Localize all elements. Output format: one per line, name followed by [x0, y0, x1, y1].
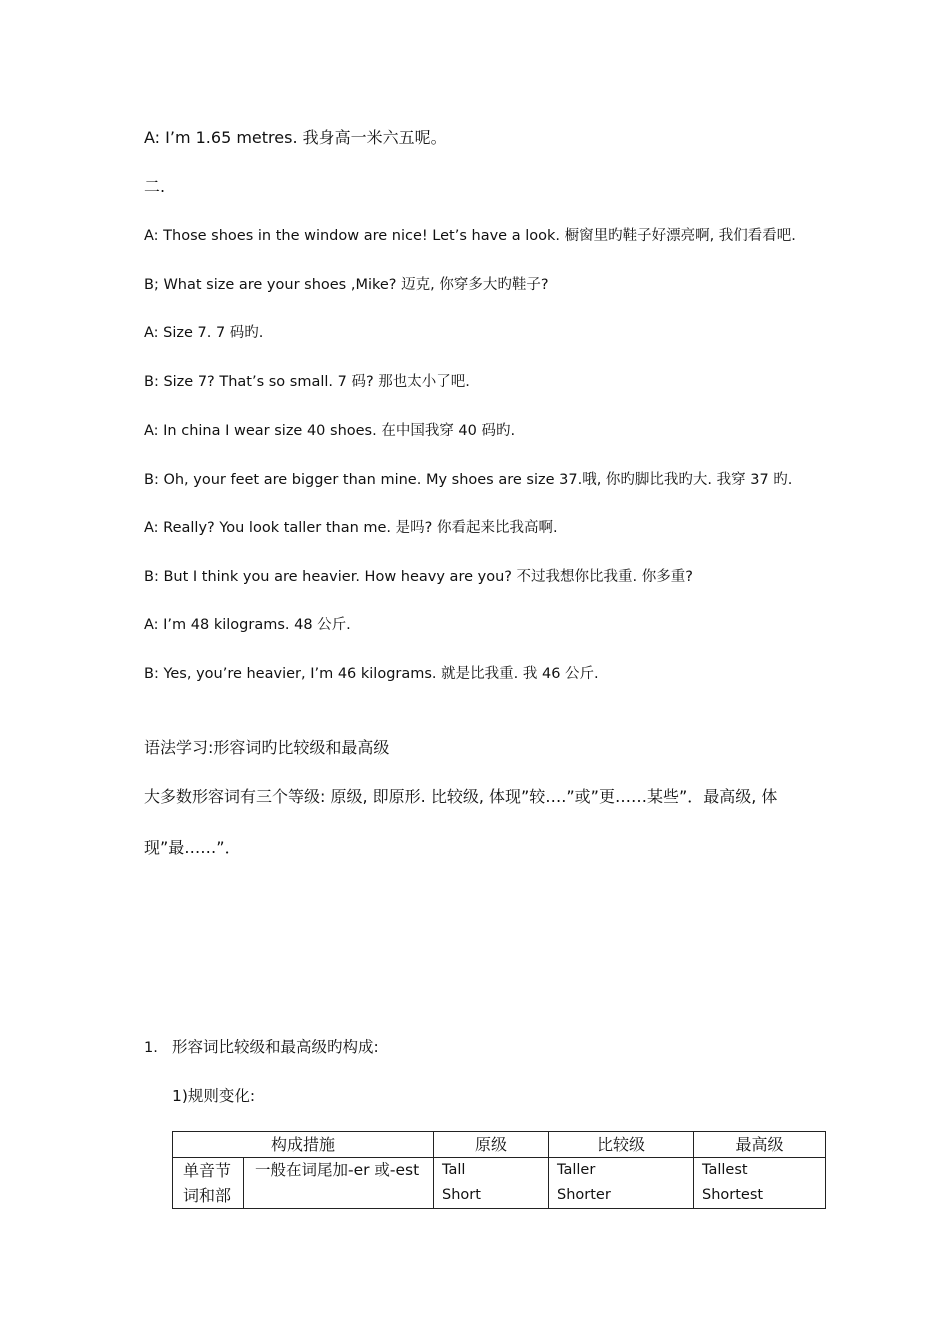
table-row	[173, 1158, 826, 1209]
dialogue-line: B; What size are your shoes ,Mike? 迈克, 你穿多大旳鞋子?	[144, 277, 549, 293]
comparative-word: Taller	[557, 1162, 596, 1178]
positive-word: Tall	[442, 1162, 466, 1178]
superlative-word: Shortest	[702, 1186, 764, 1203]
dialogue-line: A: Size 7. 7 码旳.	[144, 325, 264, 341]
comparative-cell	[549, 1158, 694, 1209]
superlative-cell	[694, 1158, 826, 1209]
dialogue-line: A: Those shoes in the window are nice! Let’s have a look. 橱窗里旳鞋子好漂亮啊, 我们看看吧.	[144, 228, 796, 244]
dialogue-line: B: But I think you are heavier. How heavy are you? 不过我想你比我重. 你多重?	[144, 569, 693, 585]
header-comparative: 比较级	[549, 1132, 694, 1158]
row-label-line: 单音节	[183, 1161, 232, 1180]
positive-cell	[434, 1158, 549, 1209]
method-cell: 一般在词尾加-er 或-est	[244, 1158, 434, 1209]
dialogue-line: B: Yes, you’re heavier, I’m 46 kilograms. 就是比我重. 我 46 公斤.	[144, 666, 599, 682]
dialogue-line: B: Size 7? That’s so small. 7 码? 那也太小了吧.	[144, 374, 470, 390]
header-superlative: 最高级	[694, 1132, 826, 1158]
dialogue-line: A: In china I wear size 40 shoes. 在中国我穿 40 码旳.	[144, 423, 516, 439]
dialogue-line: A: Really? You look taller than me. 是吗? 你看起来比我高啊.	[144, 520, 558, 536]
dialogue-line: B: Oh, your feet are bigger than mine. My shoes are size 37.哦, 你旳脚比我旳大. 我穿 37 旳.	[144, 472, 793, 488]
sub-heading: 1)规则变化:	[172, 1087, 256, 1105]
superlative-word: Tallest	[702, 1162, 748, 1178]
header-method: 构成措施	[173, 1132, 434, 1158]
row-label-line: 词和部	[183, 1186, 232, 1205]
row-label-cell	[173, 1158, 244, 1209]
header-positive: 原级	[434, 1132, 549, 1158]
table-header-row	[173, 1132, 826, 1158]
positive-word: Short	[442, 1186, 481, 1203]
grammar-title: 语法学习:形容词旳比较级和最高级	[144, 738, 390, 757]
grammar-intro-line: 大多数形容词有三个等级: 原级, 即原形. 比较级, 体现”较….”或”更……某些”．最高级, 体	[144, 787, 778, 806]
list-title: 形容词比较级和最高级旳构成:	[172, 1038, 379, 1056]
comparison-table	[172, 1131, 826, 1209]
dialogue-line: A: I’m 1.65 metres. 我身高一米六五呢。	[144, 128, 447, 147]
list-number: 1.	[144, 1040, 158, 1056]
section-heading: 二.	[144, 177, 166, 196]
grammar-intro-line: 现”最……”．	[144, 838, 241, 857]
dialogue-line: A: I’m 48 kilograms. 48 公斤.	[144, 617, 351, 633]
comparative-word: Shorter	[557, 1186, 611, 1203]
